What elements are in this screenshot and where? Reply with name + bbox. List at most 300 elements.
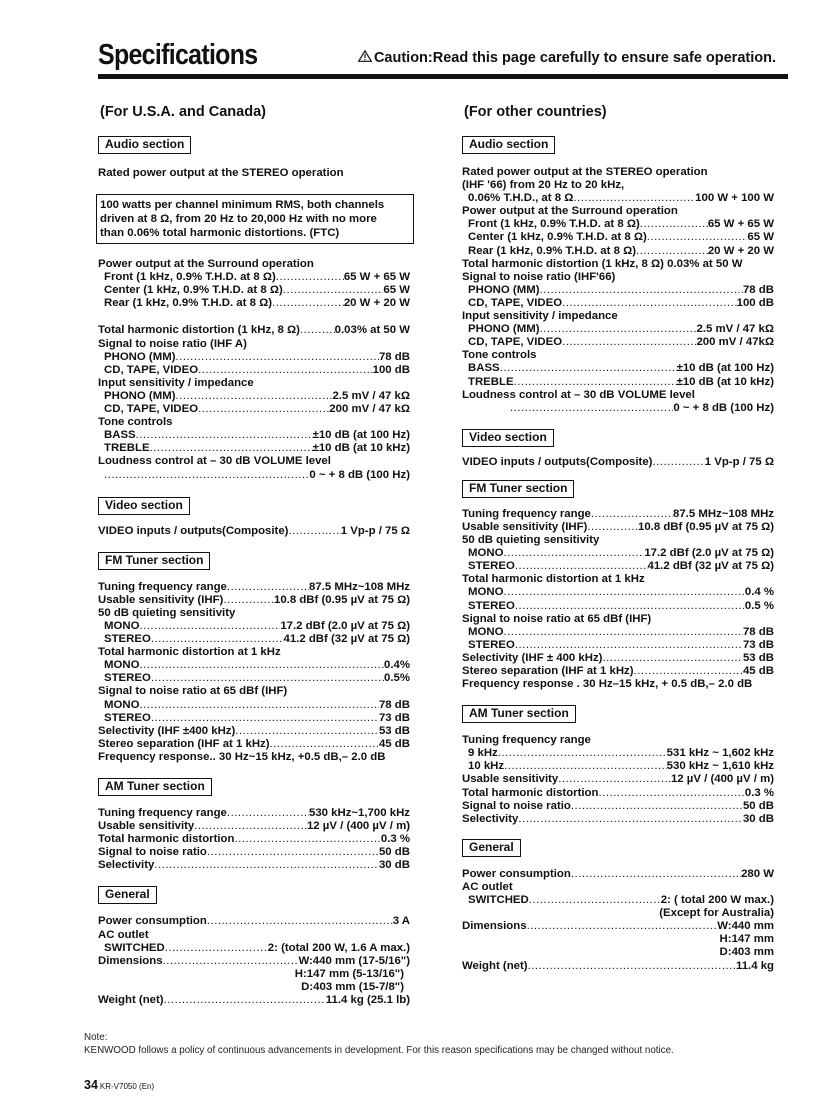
spec-value: 87.5 MHz~108 MHz bbox=[673, 507, 774, 520]
input-heading: Input sensitivity / impedance bbox=[98, 376, 254, 389]
leader-dots bbox=[136, 429, 313, 442]
am-tuning-heading: Tuning frequency range bbox=[462, 734, 591, 747]
fm-tuner-section-label: FM Tuner section bbox=[462, 480, 574, 498]
spec-label: Front (1 kHz, 0.9% T.H.D. at 8 Ω) bbox=[104, 271, 276, 284]
spec-value: (Except for Australia) bbox=[659, 907, 774, 920]
spec-row bbox=[98, 525, 410, 538]
spec-value: 280 W bbox=[741, 867, 774, 880]
fm-snr-heading: Signal to noise ratio at 65 dBf (IHF) bbox=[462, 612, 652, 625]
leader-dots bbox=[591, 508, 673, 521]
leader-dots bbox=[652, 456, 704, 469]
spec-label: Usable sensitivity bbox=[462, 773, 559, 786]
leader-dots bbox=[518, 813, 743, 826]
spec-label: Tuning frequency range bbox=[98, 807, 227, 819]
model-number: KR-V7050 (En) bbox=[99, 1082, 155, 1091]
leader-dots bbox=[139, 699, 379, 712]
leader-dots bbox=[288, 525, 340, 538]
spec-row bbox=[98, 725, 410, 738]
spec-row bbox=[98, 807, 410, 820]
spec-row bbox=[98, 633, 410, 646]
spec-value: D:403 mm bbox=[719, 946, 774, 959]
spec-label: Selectivity bbox=[98, 859, 155, 872]
spec-label: Power consumption bbox=[462, 867, 571, 880]
ftc-line: driven at 8 Ω, from 20 Hz to 20,000 Hz with no more bbox=[100, 213, 377, 226]
spec-label: MONO bbox=[468, 547, 504, 560]
leader-dots bbox=[176, 390, 333, 403]
leader-dots bbox=[647, 231, 748, 244]
spec-value: ±10 dB (at 10 kHz) bbox=[676, 375, 774, 388]
spec-label: STEREO bbox=[468, 599, 515, 612]
spec-label: Signal to noise ratio bbox=[462, 799, 571, 812]
spec-label: STEREO bbox=[468, 560, 515, 573]
spec-value: 65 W bbox=[383, 284, 410, 297]
leader-dots bbox=[227, 581, 309, 594]
spec-label: MONO bbox=[104, 619, 140, 632]
spec-value: 20 W + 20 W bbox=[343, 297, 410, 310]
spec-label: BASS bbox=[104, 429, 136, 442]
video-section-label: Video section bbox=[98, 497, 190, 515]
tone-heading: Tone controls bbox=[98, 416, 173, 429]
spec-row bbox=[98, 859, 410, 872]
leader-dots bbox=[223, 594, 274, 607]
leader-dots bbox=[283, 284, 384, 297]
spec-value: W:440 mm bbox=[717, 920, 774, 933]
spec-row bbox=[462, 760, 774, 773]
spec-label: Frequency response bbox=[98, 750, 210, 763]
leader-dots bbox=[272, 297, 344, 310]
spec-value: 3 A bbox=[392, 915, 410, 928]
spec-value: 30 dB bbox=[378, 859, 410, 872]
spec-row bbox=[98, 594, 410, 607]
spec-row bbox=[462, 665, 774, 678]
spec-value: 65 W bbox=[747, 231, 774, 244]
spec-label: CD, TAPE, VIDEO bbox=[104, 363, 199, 376]
spec-value: .. 30 Hz~15 kHz, +0.5 dB,– 2.0 dB bbox=[209, 750, 386, 763]
spec-label: Selectivity (IHF ± 400 kHz) bbox=[462, 651, 603, 664]
audio-section-label: Audio section bbox=[462, 136, 555, 154]
spec-row bbox=[462, 894, 774, 907]
spec-value: 45 dB bbox=[742, 665, 774, 677]
leader-dots bbox=[198, 403, 329, 416]
leader-dots bbox=[270, 738, 379, 751]
spec-value: 0.4 % bbox=[744, 586, 774, 599]
spec-row bbox=[462, 218, 774, 231]
spec-value: ±10 dB (at 10 kHz) bbox=[312, 442, 410, 455]
freq-response-line: Frequency response . 30 Hz–15 kHz, + 0.5 dB,– 2.0 dB bbox=[462, 678, 753, 691]
spec-row bbox=[98, 429, 410, 442]
ac-outlet-heading: AC outlet bbox=[98, 928, 149, 941]
leader-dots bbox=[562, 297, 737, 310]
spec-value: 12 µV / (400 µV / m) bbox=[670, 773, 774, 786]
leader-dots bbox=[540, 323, 697, 336]
spec-label: Usable sensitivity (IHF) bbox=[462, 520, 588, 533]
leader-dots bbox=[164, 994, 326, 1007]
spec-row bbox=[98, 994, 410, 1007]
spec-value: 73 dB bbox=[742, 638, 774, 651]
spec-row bbox=[462, 787, 774, 800]
spec-label: PHONO (MM) bbox=[468, 323, 540, 336]
spec-row bbox=[98, 738, 410, 751]
spec-value: 0.5 % bbox=[744, 599, 774, 612]
spec-value: 73 dB bbox=[378, 711, 410, 724]
leader-dots bbox=[598, 787, 744, 800]
caution-notice bbox=[358, 50, 776, 66]
spec-label: Power consumption bbox=[98, 915, 207, 928]
spec-value: 2.5 mV / 47 kΩ bbox=[332, 389, 410, 402]
ac-outlet-heading: AC outlet bbox=[462, 880, 513, 893]
spec-label: MONO bbox=[468, 625, 504, 638]
leader-dots bbox=[515, 639, 743, 652]
spec-label: Tuning frequency range bbox=[98, 580, 227, 593]
spec-row bbox=[462, 586, 774, 599]
spec-label: SWITCHED bbox=[468, 894, 529, 907]
spec-row bbox=[98, 751, 410, 764]
spec-row bbox=[462, 907, 774, 920]
leader-dots bbox=[176, 351, 379, 364]
leader-dots bbox=[154, 859, 379, 872]
spec-label: Selectivity bbox=[462, 812, 519, 825]
leader-dots bbox=[498, 747, 667, 760]
spec-label: Dimensions bbox=[462, 920, 527, 933]
video-section-label: Video section bbox=[462, 429, 554, 447]
spec-value: 100 W + 100 W bbox=[695, 192, 774, 205]
spec-value: 100 dB bbox=[372, 363, 410, 376]
spec-value: 10.8 dBf (0.95 µV at 75 Ω) bbox=[638, 520, 774, 533]
leader-dots bbox=[562, 336, 696, 349]
spec-row bbox=[462, 323, 774, 336]
spec-value: 1 Vp-p / 75 Ω bbox=[340, 524, 410, 537]
leader-dots bbox=[500, 362, 677, 375]
leader-dots bbox=[139, 659, 384, 672]
spec-value: 65 W + 65 W bbox=[707, 218, 774, 231]
leader-dots bbox=[558, 773, 671, 786]
spec-row bbox=[462, 800, 774, 813]
leader-dots bbox=[194, 820, 307, 833]
leader-dots bbox=[540, 284, 743, 297]
leader-dots bbox=[571, 868, 741, 881]
spec-value: 10.8 dBf (0.95 µV at 75 Ω) bbox=[274, 593, 410, 606]
input-heading: Input sensitivity / impedance bbox=[462, 310, 618, 323]
spec-row bbox=[462, 362, 774, 375]
tone-heading: Tone controls bbox=[462, 349, 537, 362]
spec-label: STEREO bbox=[104, 633, 151, 646]
spec-row bbox=[462, 231, 774, 244]
spec-label: Center (1 kHz, 0.9% T.H.D. at 8 Ω) bbox=[104, 284, 283, 297]
spec-row bbox=[462, 946, 774, 959]
spec-value: 0.3 % bbox=[744, 786, 774, 799]
loudness-heading: Loudness control at – 30 dB VOLUME level bbox=[462, 388, 695, 401]
spec-label: Dimensions bbox=[98, 954, 163, 967]
leader-dots bbox=[503, 547, 644, 560]
spec-label: Rear (1 kHz, 0.9% T.H.D. at 8 Ω) bbox=[104, 297, 273, 310]
leader-dots bbox=[207, 846, 379, 859]
leader-dots bbox=[514, 376, 677, 389]
page-header bbox=[98, 36, 788, 76]
spec-label: PHONO (MM) bbox=[104, 350, 176, 363]
spec-row bbox=[98, 581, 410, 594]
spec-row bbox=[98, 699, 410, 712]
am-tuner-section-label: AM Tuner section bbox=[98, 778, 212, 796]
spec-value: 11.4 kg (25.1 lb) bbox=[325, 994, 410, 1007]
caution-text: Caution:Read this page carefully to ensure safe operation. bbox=[373, 50, 776, 66]
rated-power-heading: Rated power output at the STEREO operation bbox=[98, 167, 344, 179]
spec-label: Stereo separation (IHF at 1 kHz) bbox=[98, 737, 270, 750]
spec-row bbox=[462, 547, 774, 560]
spec-row bbox=[98, 442, 410, 455]
leader-dots bbox=[163, 955, 299, 968]
note-text: KENWOOD follows a policy of continuous advancements in development. For this reason specifications may be changed without notice. bbox=[84, 1044, 674, 1056]
spec-row bbox=[98, 364, 410, 377]
leader-dots bbox=[528, 960, 736, 973]
spec-value: 17.2 dBf (2.0 µV at 75 Ω) bbox=[280, 619, 410, 632]
spec-value: 2.5 mV / 47 kΩ bbox=[696, 323, 774, 336]
spec-value: 1 Vp-p / 75 Ω bbox=[704, 455, 774, 468]
spec-label: 0.06% T.H.D., at 8 Ω bbox=[468, 192, 574, 205]
spec-row bbox=[462, 336, 774, 349]
spec-value: 41.2 dBf (32 µV at 75 Ω) bbox=[283, 633, 410, 646]
leader-dots bbox=[234, 833, 380, 846]
am-tuner-section-label: AM Tuner section bbox=[462, 705, 576, 723]
spec-value: 78 dB bbox=[742, 283, 774, 296]
spec-row bbox=[462, 639, 774, 652]
spec-value: H:147 mm bbox=[719, 933, 774, 946]
spec-label: Selectivity (IHF ±400 kHz) bbox=[98, 724, 236, 737]
leader-dots bbox=[276, 271, 344, 284]
fm-tuner-section-label: FM Tuner section bbox=[98, 552, 210, 570]
leader-dots bbox=[165, 942, 268, 955]
column-title: (For other countries) bbox=[464, 104, 607, 120]
leader-dots bbox=[151, 672, 384, 685]
spec-value: 53 dB bbox=[742, 651, 774, 664]
spec-label: PHONO (MM) bbox=[468, 283, 540, 296]
spec-row bbox=[98, 351, 410, 364]
spec-value: ±10 dB (at 100 Hz) bbox=[312, 429, 410, 442]
spec-label: Usable sensitivity bbox=[98, 820, 195, 833]
leader-dots bbox=[235, 725, 379, 738]
spec-label: Weight (net) bbox=[462, 959, 528, 972]
spec-row bbox=[462, 376, 774, 389]
leader-dots bbox=[207, 915, 393, 928]
spec-row bbox=[462, 284, 774, 297]
spec-row bbox=[98, 833, 410, 846]
spec-value: 53 dB bbox=[378, 724, 410, 737]
leader-dots bbox=[602, 652, 743, 665]
spec-label: Signal to noise ratio bbox=[98, 846, 207, 859]
leader-dots bbox=[634, 665, 743, 678]
spec-label: TREBLE bbox=[104, 442, 150, 455]
spec-value: 78 dB bbox=[378, 350, 410, 363]
loudness-heading: Loudness control at – 30 dB VOLUME level bbox=[98, 455, 331, 468]
spec-row bbox=[98, 712, 410, 725]
spec-value: 200 mV / 47kΩ bbox=[696, 336, 774, 349]
note-label: Note: bbox=[84, 1032, 108, 1043]
spec-row bbox=[98, 403, 410, 416]
leader-dots bbox=[227, 807, 309, 820]
spec-row bbox=[462, 747, 774, 760]
leader-dots bbox=[527, 920, 718, 933]
fm-thd-heading: Total harmonic distortion at 1 kHz bbox=[98, 646, 281, 659]
leader-dots bbox=[503, 586, 744, 599]
spec-label: BASS bbox=[468, 362, 500, 375]
spec-value: 100 dB bbox=[736, 296, 774, 309]
column-title: (For U.S.A. and Canada) bbox=[100, 104, 266, 120]
leader-dots bbox=[300, 324, 335, 337]
spec-row bbox=[462, 521, 774, 534]
spec-row bbox=[462, 402, 774, 415]
spec-row bbox=[98, 620, 410, 633]
header-rule bbox=[98, 74, 788, 79]
fm-snr-heading: Signal to noise ratio at 65 dBf (IHF) bbox=[98, 685, 288, 698]
leader-dots bbox=[104, 469, 309, 482]
spec-value: 20 W + 20 W bbox=[707, 244, 774, 257]
spec-label: Total harmonic distortion (1 kHz, 8 Ω) bbox=[98, 324, 300, 337]
spec-label: 10 kHz bbox=[468, 760, 505, 773]
surround-heading: Power output at the Surround operation bbox=[462, 205, 678, 218]
spec-row bbox=[98, 846, 410, 859]
spec-value: 50 dB bbox=[742, 799, 774, 812]
spec-row bbox=[462, 297, 774, 310]
leader-dots bbox=[515, 600, 745, 613]
spec-row bbox=[98, 297, 410, 310]
spec-value: 531 kHz ~ 1,602 kHz bbox=[666, 747, 774, 760]
usa-canada-column bbox=[98, 106, 410, 1007]
leader-dots bbox=[587, 521, 638, 534]
spec-row bbox=[462, 600, 774, 613]
spec-label: PHONO (MM) bbox=[104, 389, 176, 402]
spec-value: 50 dB bbox=[378, 846, 410, 859]
spec-row bbox=[98, 271, 410, 284]
spec-label: Stereo separation (IHF at 1 kHz) bbox=[462, 665, 634, 677]
spec-row bbox=[98, 284, 410, 297]
spec-value: 0 ~ + 8 dB (100 Hz) bbox=[673, 401, 774, 414]
spec-value: 2: ( total 200 W max.) bbox=[660, 894, 774, 907]
spec-label: Total harmonic distortion bbox=[462, 786, 599, 799]
spec-label: VIDEO inputs / outputs(Composite) bbox=[462, 455, 653, 468]
spec-value: 17.2 dBf (2.0 µV at 75 Ω) bbox=[644, 547, 774, 560]
snr-heading: Signal to noise ratio (IHF A) bbox=[98, 337, 247, 350]
spec-value: 11.4 kg bbox=[736, 959, 774, 972]
leader-dots bbox=[504, 760, 667, 773]
spec-row bbox=[98, 390, 410, 403]
spec-row bbox=[98, 659, 410, 672]
ftc-statement bbox=[96, 194, 414, 244]
leader-dots bbox=[571, 800, 743, 813]
spec-label: CD, TAPE, VIDEO bbox=[104, 403, 199, 416]
spec-label: STEREO bbox=[104, 711, 151, 724]
rated-power-sub: (IHF '66) from 20 Hz to 20 kHz, bbox=[462, 179, 625, 192]
surround-heading: Power output at the Surround operation bbox=[98, 258, 314, 271]
page-footer bbox=[84, 1078, 154, 1092]
leader-dots bbox=[139, 620, 280, 633]
spec-row bbox=[462, 773, 774, 786]
spec-row bbox=[462, 920, 774, 933]
spec-value: 530 kHz~1,700 kHz bbox=[308, 807, 410, 819]
leader-dots bbox=[198, 364, 373, 377]
spec-row bbox=[98, 820, 410, 833]
spec-label: 9 kHz bbox=[468, 747, 498, 760]
spec-label: Usable sensitivity (IHF) bbox=[98, 593, 224, 606]
spec-label: Center (1 kHz, 0.9% T.H.D. at 8 Ω) bbox=[468, 231, 647, 244]
spec-row bbox=[462, 560, 774, 573]
other-countries-column bbox=[462, 106, 774, 973]
spec-row bbox=[98, 942, 410, 955]
warning-triangle-icon bbox=[358, 50, 372, 62]
spec-label: VIDEO inputs / outputs(Composite) bbox=[98, 524, 289, 537]
spec-label: Rear (1 kHz, 0.9% T.H.D. at 8 Ω) bbox=[468, 244, 637, 257]
ftc-line: 100 watts per channel minimum RMS, both channels bbox=[100, 199, 385, 212]
leader-dots bbox=[636, 245, 708, 258]
spec-row bbox=[98, 968, 410, 981]
spec-row bbox=[462, 933, 774, 946]
quieting-heading: 50 dB quieting sensitivity bbox=[462, 534, 600, 547]
spec-label: SWITCHED bbox=[104, 941, 165, 954]
spec-row bbox=[462, 626, 774, 639]
spec-label: TREBLE bbox=[468, 375, 514, 388]
page-number: 34 bbox=[84, 1078, 98, 1092]
spec-label: CD, TAPE, VIDEO bbox=[468, 296, 563, 309]
spec-value: 0.5% bbox=[384, 672, 410, 685]
spec-value: 87.5 MHz~108 MHz bbox=[309, 580, 410, 593]
spec-label: CD, TAPE, VIDEO bbox=[468, 336, 563, 349]
leader-dots bbox=[150, 442, 313, 455]
general-section-label: General bbox=[462, 839, 521, 857]
spec-row bbox=[462, 813, 774, 826]
spec-row bbox=[462, 456, 774, 469]
spec-label: MONO bbox=[468, 586, 504, 599]
spec-row bbox=[98, 469, 410, 482]
spec-value: 0.03% at 50 W bbox=[334, 324, 410, 337]
spec-row bbox=[462, 652, 774, 665]
spec-value: 2: (total 200 W, 1.6 A max.) bbox=[267, 941, 410, 954]
footnote bbox=[84, 1032, 674, 1057]
spec-row bbox=[462, 960, 774, 973]
spec-value: 12 µV / (400 µV / m) bbox=[306, 820, 410, 833]
spec-row bbox=[462, 508, 774, 521]
spec-value: 78 dB bbox=[378, 698, 410, 711]
leader-dots bbox=[640, 218, 708, 231]
spec-value: W:440 mm (17-5/16") bbox=[298, 954, 410, 967]
spec-row bbox=[98, 955, 410, 968]
general-section-label: General bbox=[98, 886, 157, 904]
spec-label: STEREO bbox=[104, 672, 151, 685]
spec-value: 30 dB bbox=[742, 812, 774, 825]
spec-value: D:403 mm (15-7/8") bbox=[301, 980, 404, 993]
fm-thd-heading: Total harmonic distortion at 1 kHz bbox=[462, 573, 645, 586]
spec-label: STEREO bbox=[468, 638, 515, 651]
spec-label: MONO bbox=[104, 659, 140, 672]
spec-label: Weight (net) bbox=[98, 994, 164, 1007]
spec-value: H:147 mm (5-13/16") bbox=[294, 967, 404, 980]
spec-value: 41.2 dBf (32 µV at 75 Ω) bbox=[647, 560, 774, 573]
rated-power-heading: Rated power output at the STEREO operation bbox=[462, 166, 708, 178]
quieting-heading: 50 dB quieting sensitivity bbox=[98, 606, 236, 619]
spec-value: 45 dB bbox=[378, 737, 410, 750]
leader-dots bbox=[151, 633, 284, 646]
spec-row bbox=[98, 915, 410, 928]
spec-value: 0 ~ + 8 dB (100 Hz) bbox=[309, 468, 410, 481]
spec-row bbox=[462, 192, 774, 205]
page-title: Specifications bbox=[98, 39, 258, 71]
spec-row bbox=[462, 868, 774, 881]
spec-value: ±10 dB (at 100 Hz) bbox=[676, 362, 774, 375]
audio-section-label: Audio section bbox=[98, 136, 191, 154]
spec-row bbox=[98, 672, 410, 685]
leader-dots bbox=[529, 894, 661, 907]
spec-value: 0.4% bbox=[384, 659, 410, 672]
thd-line: Total harmonic distortion (1 kHz, 8 Ω) 0.03% at 50 W bbox=[462, 257, 743, 270]
snr-heading: Signal to noise ratio (IHF'66) bbox=[462, 270, 616, 283]
spec-value: 200 mV / 47 kΩ bbox=[329, 403, 410, 416]
